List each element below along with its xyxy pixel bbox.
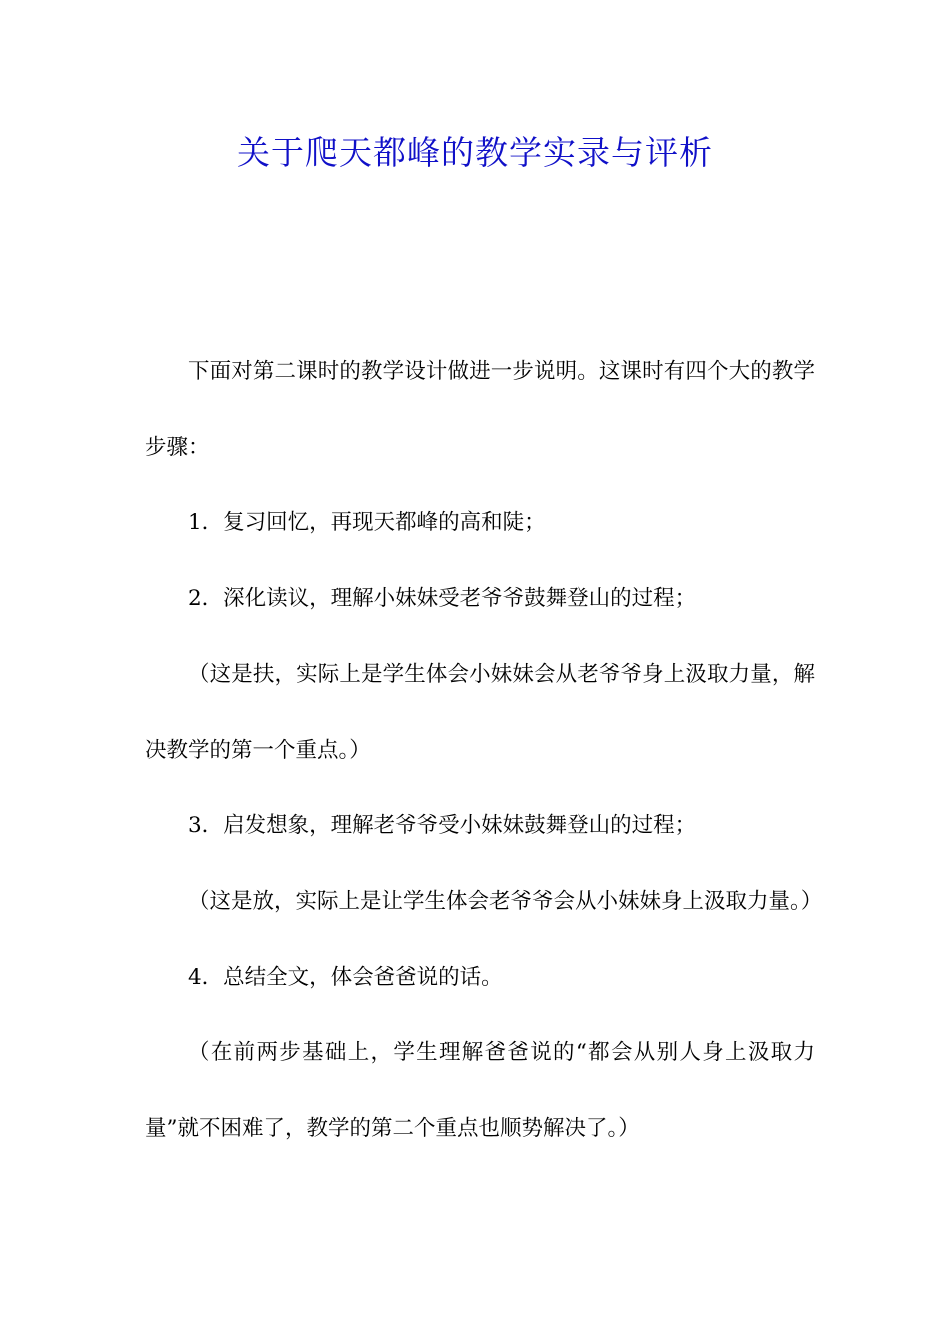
paragraph-step-2: 2．深化读议，理解小妹妹受老爷爷鼓舞登山的过程；: [188, 586, 697, 612]
document-body: [145, 334, 823, 1167]
paragraph-step-1: 1．复习回忆，再现天都峰的高和陡；: [188, 510, 546, 536]
paragraph-step-2-note: （这是扶，实际上是学生体会小妹妹会从老爷爷身上汲取力量，解决教学的第一个重点。）: [145, 661, 815, 763]
paragraph-step-4: 4．总结全文，体会爸爸说的话。: [188, 964, 503, 990]
paragraph-step-4-note: （在前两步基础上，学生理解爸爸说的“都会从别人身上汲取力量”就不困难了，教学的第二个重点也顺势解决了。）: [145, 1040, 815, 1142]
document-title: 关于爬天都峰的教学实录与评析: [237, 133, 713, 172]
paragraph-step-3: 3．启发想象，理解老爷爷受小妹妹鼓舞登山的过程；: [188, 813, 697, 839]
paragraph-intro: 下面对第二课时的教学设计做进一步说明。这课时有四个大的教学步骤：: [145, 359, 815, 460]
paragraph-step-3-note: （这是放，实际上是让学生体会老爷爷会从小妹妹身上汲取力量。）: [188, 888, 823, 914]
